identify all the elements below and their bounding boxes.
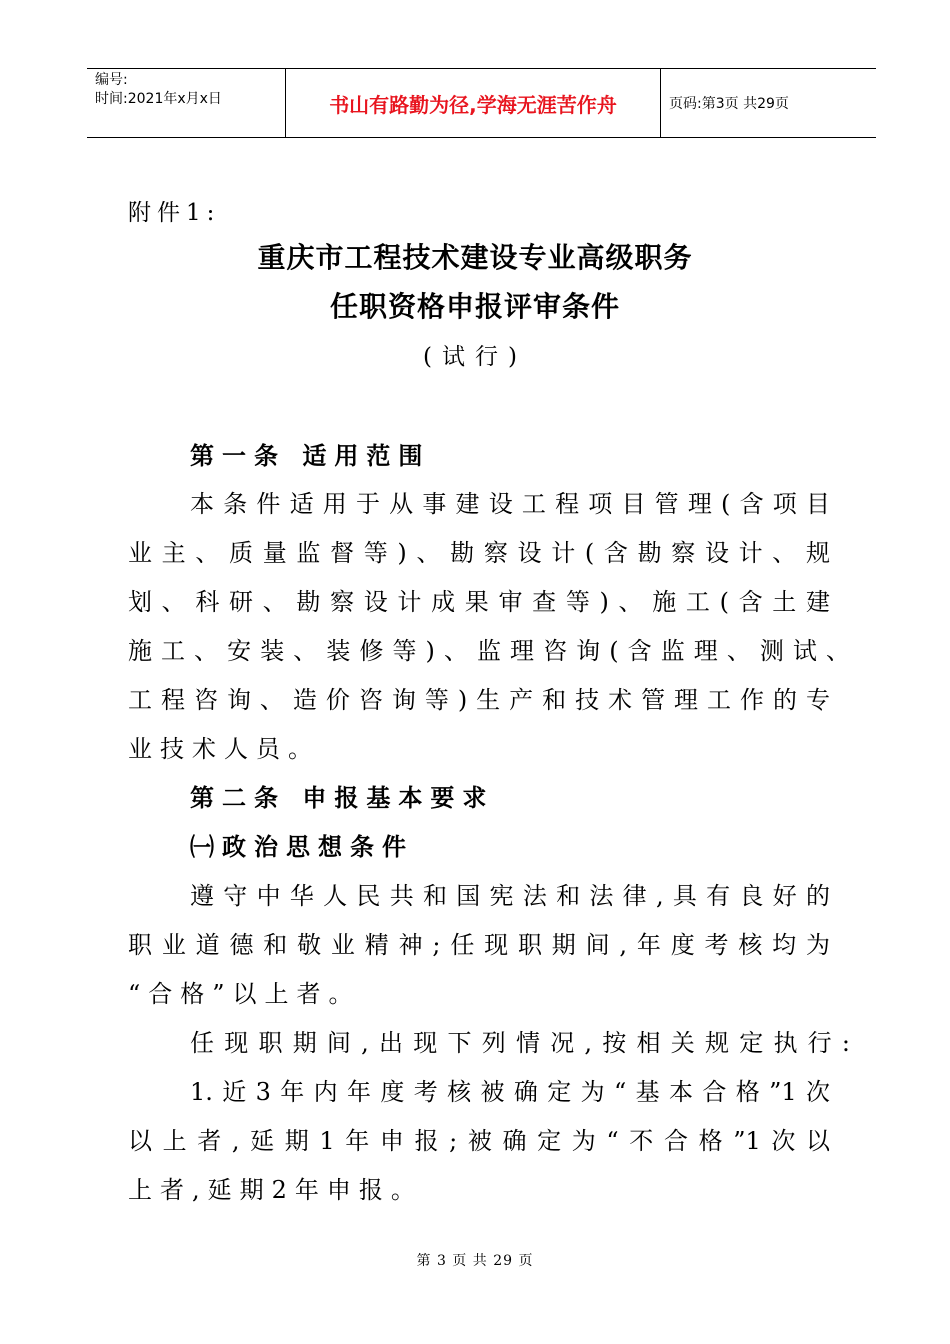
article-1-heading: 第一条 适用范围 — [190, 442, 431, 470]
body-line: 业主、质量监督等)、勘察设计(含勘察设计、规 — [128, 539, 830, 567]
section-heading: ㈠政治思想条件 — [190, 833, 414, 861]
number-label: 编号: — [95, 72, 128, 88]
body-line: 上者,延期2年申报。 — [128, 1176, 423, 1204]
body-line: 以上者,延期1年申报;被确定为“不合格”1次以 — [128, 1127, 830, 1155]
body-line: 施工、安装、装修等)、监理咨询(含监理、测试、 — [128, 637, 850, 665]
body-line: 职业道德和敬业精神;任现职期间,年度考核均为 — [128, 931, 830, 959]
header-motto: 书山有路勤为径,学海无涯苦作舟 — [286, 69, 661, 137]
header-meta — [87, 69, 286, 137]
title-line-1: 重庆市工程技术建设专业高级职务 — [257, 241, 693, 274]
body-line: 工程咨询、造价咨询等)生产和技术管理工作的专 — [128, 686, 830, 714]
body-line: 遵守中华人民共和国宪法和法律,具有良好的 — [190, 882, 830, 910]
body-line: 任现职期间,出现下列情况,按相关规定执行: — [190, 1029, 850, 1057]
subtitle: (试行) — [423, 344, 527, 370]
body-line: 业技术人员。 — [128, 735, 320, 763]
page-header — [87, 68, 876, 138]
page-footer: 第 3 页 共 29 页 — [416, 1253, 534, 1269]
title-line-2: 任职资格申报评审条件 — [329, 290, 620, 323]
time-label: 时间:2021年x月x日 — [95, 91, 222, 107]
body-line: “合格”以上者。 — [128, 980, 361, 1008]
attachment-label: 附件1: — [128, 200, 221, 226]
body-line: 划、科研、勘察设计成果审查等)、施工(含土建 — [128, 588, 830, 616]
header-page-info: 页码:第3页 共29页 — [669, 96, 789, 112]
article-2-heading: 第二条 申报基本要求 — [190, 784, 495, 812]
body-line: 本条件适用于从事建设工程项目管理(含项目 — [190, 490, 830, 518]
body-line: 1.近3年内年度考核被确定为“基本合格”1次 — [190, 1078, 830, 1106]
